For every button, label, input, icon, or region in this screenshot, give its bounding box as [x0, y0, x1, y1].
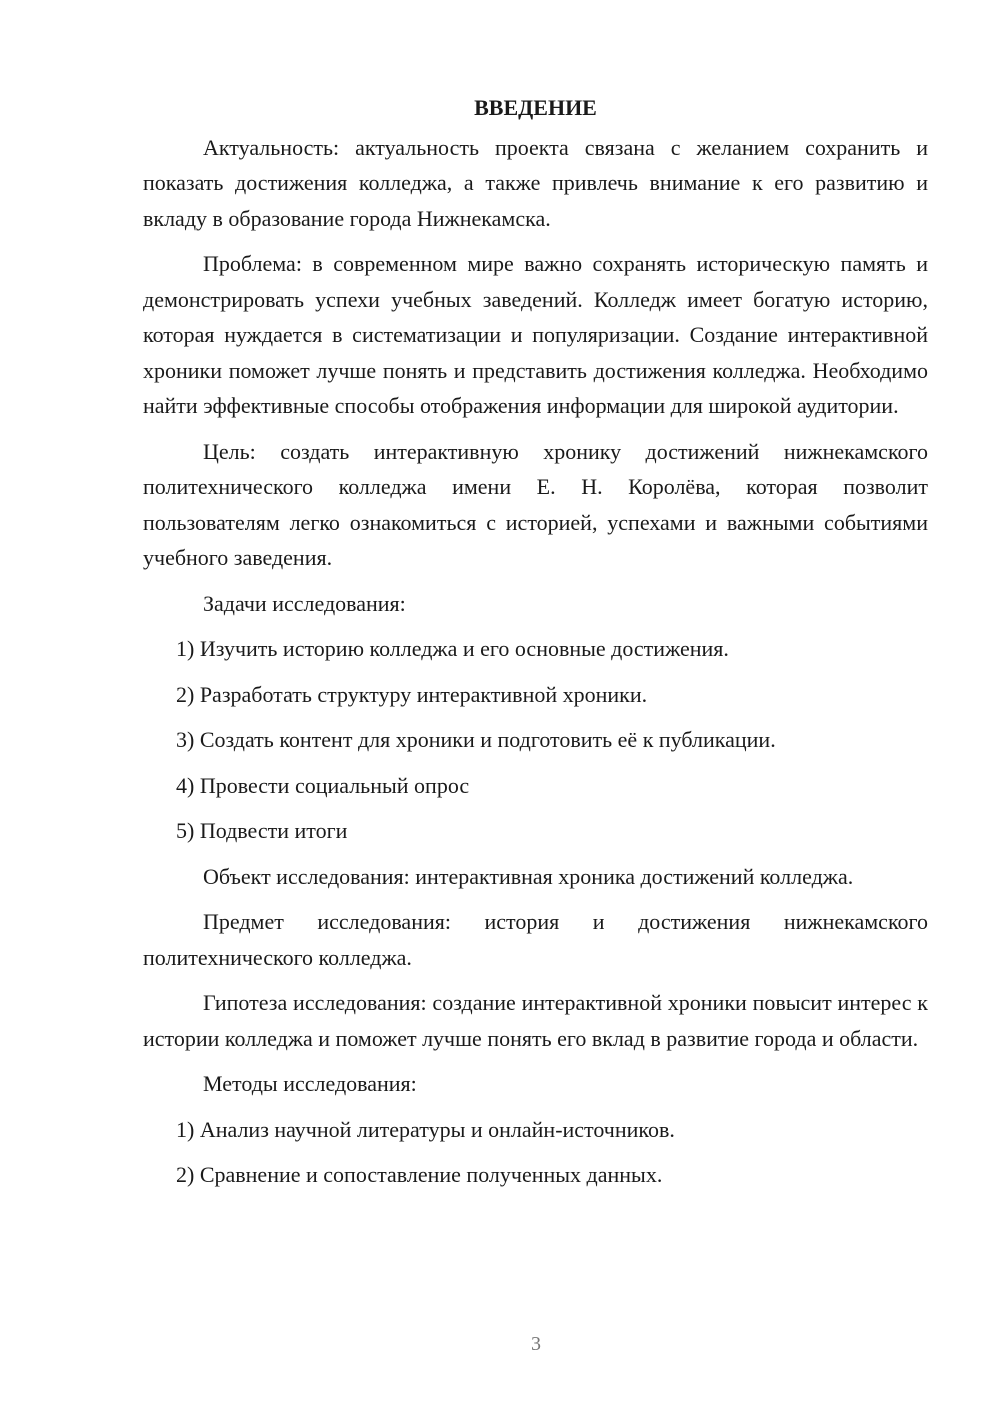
goal-paragraph: Цель: создать интерактивную хронику достижений нижнекамского политехнического колледжа имени Е. Н. Королёва, которая позволит пользователям легко ознакомиться с историей, успехами и важными событиями учебного заведения.: [143, 438, 928, 570]
task-item: 3) Создать контент для хроники и подготовить её к публикации.: [176, 727, 776, 752]
object-paragraph: Объект исследования: интерактивная хроника достижений колледжа.: [203, 863, 854, 889]
task-item: 5) Подвести итоги: [176, 818, 348, 843]
method-item: 1) Анализ научной литературы и онлайн-источников.: [176, 1116, 675, 1142]
document-page: [143, 90, 928, 1203]
subject-paragraph: Предмет исследования: история и достижения нижнекамского политехнического колледжа.: [143, 909, 928, 970]
problem-paragraph: Проблема: в современном мире важно сохранять историческую память и демонстрировать успехи учебных заведений. Колледж имеет богатую историю, которая нуждается в систематизации и популяризации. Создание интерактивной хроники поможет лучше понять и представить достижения колледжа. Необходимо найти эффективные способы отображения информации для широкой аудитории.: [143, 251, 928, 418]
relevance-paragraph: Актуальность: актуальность проекта связана с желанием сохранить и показать достижения колледжа, а также привлечь внимание к его развитию и вкладу в образование города Нижнекамска.: [143, 134, 928, 231]
page-number: 3: [531, 1333, 541, 1355]
task-item: 1) Изучить историю колледжа и его основные достижения.: [176, 636, 729, 661]
tasks-heading: Задачи исследования:: [203, 590, 406, 616]
hypothesis-paragraph: Гипотеза исследования: создание интерактивной хроники повысит интерес к истории колледжа и поможет лучше понять его вклад в развитие города и области.: [143, 990, 928, 1051]
method-item: 2) Сравнение и сопоставление полученных данных.: [176, 1162, 663, 1187]
methods-heading: Методы исследования:: [203, 1071, 417, 1096]
tasks-list: [143, 631, 928, 849]
task-item: 4) Провести социальный опрос: [176, 772, 470, 798]
methods-list: [143, 1112, 928, 1193]
page-title: ВВЕДЕНИЕ: [474, 95, 597, 120]
task-item: 2) Разработать структуру интерактивной хроники.: [176, 681, 648, 707]
